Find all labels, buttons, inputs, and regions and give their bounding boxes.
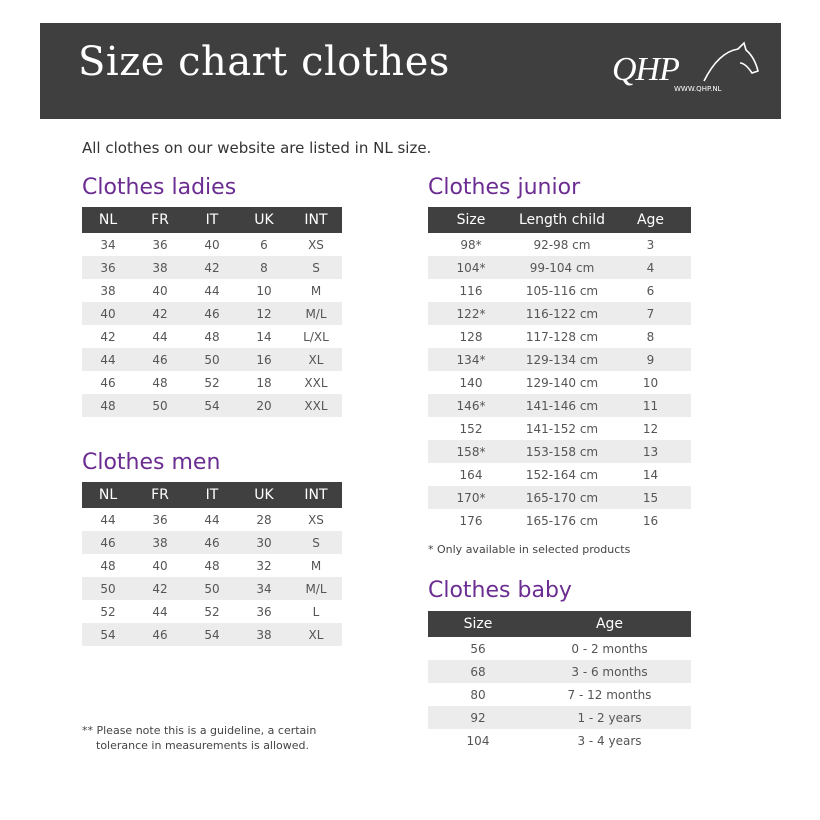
table-row [428, 371, 691, 394]
table-cell: 40 [152, 283, 168, 298]
table-cell: 152 [459, 421, 483, 436]
table-cell: 40 [82, 302, 134, 325]
table-cell: 46 [186, 531, 238, 554]
table-cell: 44 [152, 329, 168, 344]
column-header: UK [238, 482, 290, 508]
men-title: Clothes men [82, 450, 221, 475]
junior-title: Clothes junior [428, 175, 581, 200]
men-size-table [82, 482, 342, 646]
table-cell: 158* [428, 440, 514, 463]
table-row [428, 683, 691, 706]
column-header: IT [186, 482, 238, 508]
table-row [82, 600, 342, 623]
table-cell: 46 [186, 302, 238, 325]
table-cell: 44 [204, 283, 220, 298]
table-cell: 99-104 cm [514, 256, 610, 279]
table-cell: 42 [134, 577, 186, 600]
table-cell: 46 [134, 348, 186, 371]
column-header: UK [238, 207, 290, 233]
table-cell: 14 [642, 467, 659, 482]
table-row [428, 279, 691, 302]
table-cell: 140 [459, 375, 483, 390]
table-cell: 50 [186, 577, 238, 600]
table-cell: 122* [428, 302, 514, 325]
table-cell: 42 [100, 329, 116, 344]
table-cell: 129-140 cm [525, 375, 599, 390]
table-cell: 12 [238, 302, 290, 325]
table-row [82, 279, 342, 302]
table-cell: 38 [238, 623, 290, 646]
ladies-title: Clothes ladies [82, 175, 237, 200]
table-cell: 129-134 cm [514, 348, 610, 371]
guideline-note-line2: tolerance in measurements is allowed. [96, 739, 310, 752]
table-cell: XS [308, 237, 324, 252]
table-cell: 32 [256, 558, 272, 573]
table-row [428, 509, 691, 532]
table-cell: 16 [642, 513, 659, 528]
table-cell: 18 [256, 375, 272, 390]
table-cell: 54 [186, 394, 238, 417]
table-cell: 7 [610, 302, 691, 325]
table-row [428, 394, 691, 417]
table-row [428, 706, 691, 729]
table-cell: 3 - 4 years [577, 733, 642, 748]
table-cell: 44 [82, 348, 134, 371]
table-cell: 7 - 12 months [567, 687, 652, 702]
table-cell: 48 [204, 329, 220, 344]
page-title: Size chart clothes [78, 39, 450, 85]
column-header: INT [290, 482, 342, 508]
table-header-row [82, 482, 342, 508]
table-cell: M [310, 558, 322, 573]
table-cell: 40 [204, 237, 220, 252]
table-cell: 48 [82, 394, 134, 417]
table-cell: 3 - 6 months [528, 660, 691, 683]
table-cell: 42 [186, 256, 238, 279]
ladies-size-table [82, 207, 342, 417]
table-cell: 6 [646, 283, 655, 298]
table-cell: 16 [238, 348, 290, 371]
column-header: FR [134, 207, 186, 233]
table-cell: 10 [256, 283, 272, 298]
table-row [82, 371, 342, 394]
table-cell: 116 [459, 283, 483, 298]
column-header: IT [186, 207, 238, 233]
guideline-note-line1: ** Please note this is a guideline, a certain [82, 724, 317, 737]
table-cell: 52 [204, 604, 220, 619]
table-header-row [82, 207, 342, 233]
table-cell: 152-164 cm [525, 467, 599, 482]
table-cell: 128 [459, 329, 483, 344]
table-cell: 92-98 cm [533, 237, 591, 252]
table-row [428, 637, 691, 660]
table-cell: 12 [642, 421, 659, 436]
table-cell: 20 [238, 394, 290, 417]
page-header [40, 23, 781, 119]
horse-head-icon [700, 41, 760, 87]
table-row [428, 440, 691, 463]
table-row [428, 325, 691, 348]
table-cell: M/L [290, 577, 342, 600]
table-cell: 44 [152, 604, 168, 619]
table-header-row [428, 207, 691, 233]
table-cell: 68 [428, 660, 528, 683]
table-cell: 80 [470, 687, 486, 702]
table-cell: 3 [646, 237, 655, 252]
table-cell: 50 [134, 394, 186, 417]
table-row [82, 508, 342, 531]
table-cell: 50 [186, 348, 238, 371]
column-header: Age [610, 207, 691, 233]
junior-footnote: * Only available in selected products [428, 543, 631, 556]
table-cell: 116-122 cm [514, 302, 610, 325]
table-cell: 1 - 2 years [528, 706, 691, 729]
table-cell: 54 [82, 623, 134, 646]
table-cell: 11 [610, 394, 691, 417]
column-header: FR [134, 482, 186, 508]
table-cell: S [290, 256, 342, 279]
logo-text: QHP [612, 51, 679, 88]
baby-title: Clothes baby [428, 578, 572, 603]
table-cell: 141-146 cm [514, 394, 610, 417]
guideline-note [82, 723, 316, 753]
table-cell: 176 [459, 513, 483, 528]
table-cell: 38 [134, 256, 186, 279]
table-row [428, 302, 691, 325]
table-row [82, 394, 342, 417]
table-cell: 98* [460, 237, 482, 252]
table-cell: XS [308, 512, 324, 527]
table-cell: 34 [100, 237, 116, 252]
table-cell: 141-152 cm [525, 421, 599, 436]
table-cell: 104 [466, 733, 490, 748]
table-cell: 50 [82, 577, 134, 600]
table-cell: 8 [238, 256, 290, 279]
table-cell: 56 [470, 641, 486, 656]
table-cell: 52 [100, 604, 116, 619]
table-cell: 28 [256, 512, 272, 527]
table-cell: M [310, 283, 322, 298]
table-cell: 146* [428, 394, 514, 417]
table-cell: 46 [100, 375, 116, 390]
table-row [82, 233, 342, 256]
table-cell: L [312, 604, 320, 619]
table-row [428, 256, 691, 279]
intro-text: All clothes on our website are listed in NL size. [82, 139, 432, 157]
table-cell: 170* [428, 486, 514, 509]
table-cell: 42 [134, 302, 186, 325]
table-row [428, 660, 691, 683]
column-header: Age [528, 611, 691, 637]
table-row [82, 256, 342, 279]
table-cell: 48 [204, 558, 220, 573]
baby-size-table [428, 611, 691, 752]
table-row [82, 577, 342, 600]
table-cell: 15 [610, 486, 691, 509]
table-cell: 46 [134, 623, 186, 646]
table-cell: 164 [459, 467, 483, 482]
table-row [428, 417, 691, 440]
table-row [82, 348, 342, 371]
table-cell: 40 [152, 558, 168, 573]
logo-url: WWW.QHP.NL [674, 85, 722, 93]
table-cell: 36 [82, 256, 134, 279]
table-row [82, 623, 342, 646]
table-cell: 34 [238, 577, 290, 600]
table-cell: 48 [152, 375, 168, 390]
table-cell: 0 - 2 months [571, 641, 648, 656]
table-cell: XL [290, 348, 342, 371]
table-cell: 44 [204, 512, 220, 527]
table-row [428, 729, 691, 752]
table-cell: XXL [304, 375, 328, 390]
column-header: NL [82, 482, 134, 508]
table-row [82, 302, 342, 325]
table-header-row [428, 611, 691, 637]
table-cell: 54 [186, 623, 238, 646]
table-cell: 105-116 cm [525, 283, 599, 298]
table-row [428, 486, 691, 509]
table-cell: 48 [100, 558, 116, 573]
table-row [428, 463, 691, 486]
table-cell: 165-176 cm [525, 513, 599, 528]
table-cell: M/L [290, 302, 342, 325]
table-row [82, 325, 342, 348]
table-cell: 8 [646, 329, 655, 344]
table-cell: XL [290, 623, 342, 646]
column-header: INT [290, 207, 342, 233]
table-row [428, 233, 691, 256]
table-cell: 38 [134, 531, 186, 554]
table-cell: 10 [642, 375, 659, 390]
table-cell: L/XL [303, 329, 329, 344]
table-cell: S [290, 531, 342, 554]
table-cell: 14 [256, 329, 272, 344]
table-cell: 46 [82, 531, 134, 554]
table-cell: 9 [610, 348, 691, 371]
table-cell: 134* [428, 348, 514, 371]
table-cell: 44 [100, 512, 116, 527]
table-cell: 92 [428, 706, 528, 729]
table-cell: 153-158 cm [514, 440, 610, 463]
junior-size-table [428, 207, 691, 532]
table-row [428, 348, 691, 371]
column-header: Size [428, 611, 528, 637]
table-cell: 117-128 cm [525, 329, 599, 344]
table-cell: XXL [290, 394, 342, 417]
table-cell: 30 [238, 531, 290, 554]
qhp-logo [612, 41, 752, 103]
table-cell: 6 [260, 237, 268, 252]
table-cell: 36 [152, 512, 168, 527]
table-cell: 38 [100, 283, 116, 298]
table-row [82, 554, 342, 577]
column-header: Length child [514, 207, 610, 233]
column-header: NL [82, 207, 134, 233]
table-cell: 52 [204, 375, 220, 390]
table-cell: 4 [610, 256, 691, 279]
table-cell: 104* [428, 256, 514, 279]
table-cell: 13 [610, 440, 691, 463]
table-cell: 36 [256, 604, 272, 619]
column-header: Size [428, 207, 514, 233]
table-cell: 36 [152, 237, 168, 252]
table-cell: 165-170 cm [514, 486, 610, 509]
table-row [82, 531, 342, 554]
